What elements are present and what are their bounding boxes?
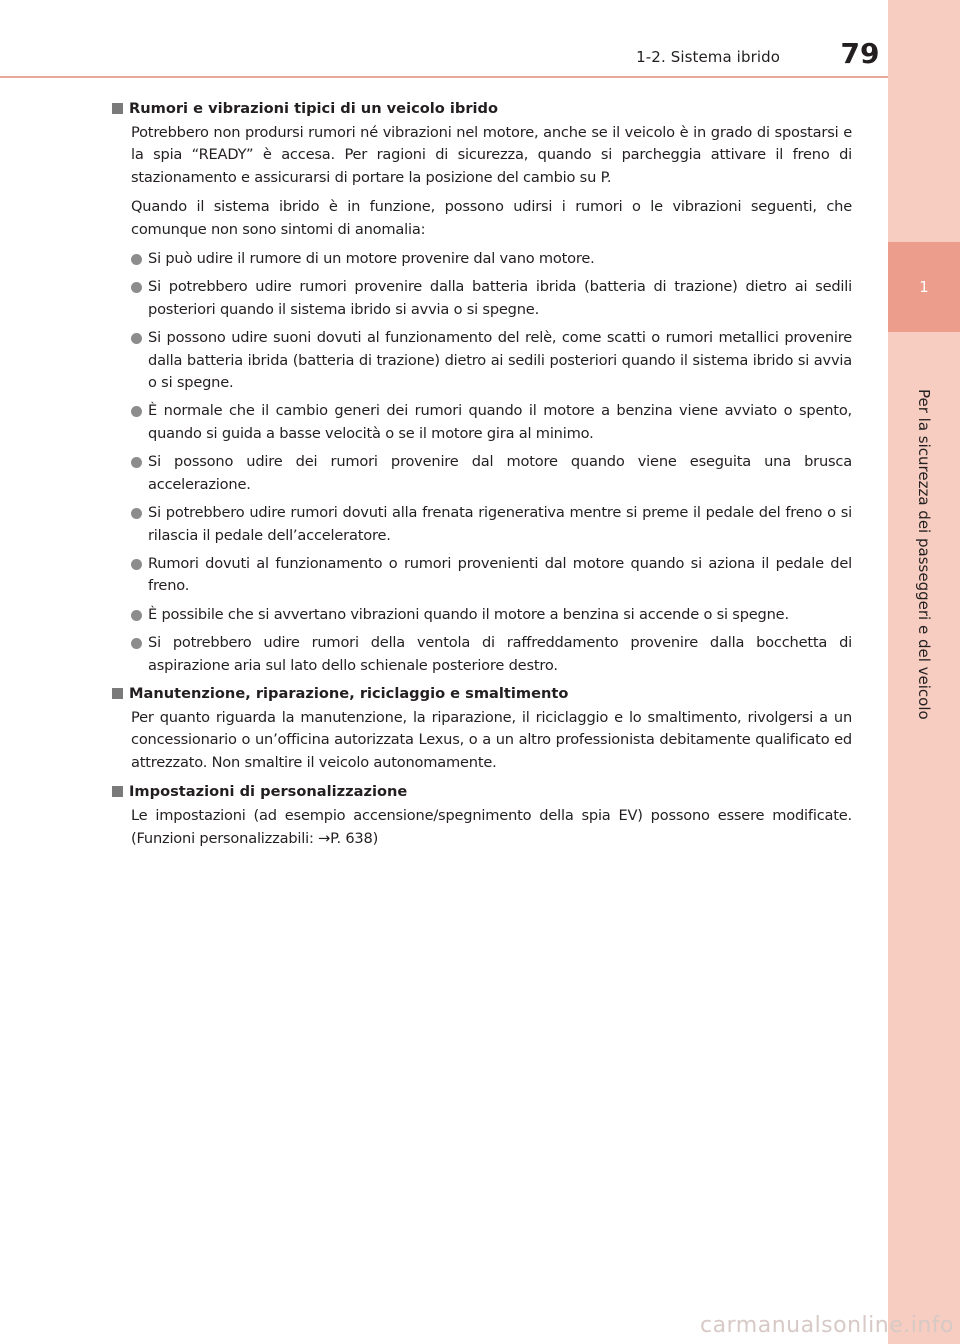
page-number: 79 xyxy=(840,37,880,70)
header-rule xyxy=(0,76,888,78)
paragraph: Le impostazioni (ad esempio accensione/spegnimento della spia EV) possono essere modificate. (Funzioni personalizzabili: →P. 638) xyxy=(131,807,852,847)
section-heading-text: Manutenzione, riparazione, riciclaggio e smaltimento xyxy=(129,684,569,702)
square-bullet-icon xyxy=(112,103,123,114)
section-heading xyxy=(112,781,852,802)
list-item xyxy=(131,604,852,626)
list-item xyxy=(131,400,852,445)
list-item xyxy=(131,502,852,547)
list-item-text: È possibile che si avvertano vibrazioni quando il motore a benzina si accende o si spegne. xyxy=(148,605,789,623)
section-heading-text: Impostazioni di personalizzazione xyxy=(129,783,408,801)
square-bullet-icon xyxy=(112,688,123,699)
paragraph: Quando il sistema ibrido è in funzione, possono udirsi i rumori o le vibrazioni seguenti, che comunque non sono sintomi di anomalia: xyxy=(131,198,852,238)
bullet-list xyxy=(131,248,852,677)
square-bullet-icon xyxy=(112,786,123,797)
circle-bullet-icon xyxy=(131,559,142,570)
section-heading-text: Rumori e vibrazioni tipici di un veicolo ibrido xyxy=(129,100,498,117)
circle-bullet-icon xyxy=(131,333,142,344)
list-item-text: Si potrebbero udire rumori dovuti alla frenata rigenerativa mentre si preme il pedale del freno o si rilascia il pedale dell’acceleratore. xyxy=(148,504,852,544)
list-item xyxy=(131,451,852,496)
list-item-text: Si potrebbero udire rumori della ventola di raffreddamento provenire dalla bocchetta di aspirazione aria sul lato dello schienale posteriore destro. xyxy=(148,634,852,674)
circle-bullet-icon xyxy=(131,508,142,519)
list-item xyxy=(131,276,852,321)
list-item-text: Si può udire il rumore di un motore provenire dal vano motore. xyxy=(148,250,595,268)
list-item-text: È normale che il cambio generi dei rumori quando il motore a benzina viene avviato o spento, quando si guida a basse velocità o se il motore gira al minimo. xyxy=(148,402,852,442)
chapter-number: 1 xyxy=(919,278,929,296)
circle-bullet-icon xyxy=(131,282,142,293)
paragraph: Per quanto riguarda la manutenzione, la riparazione, il riciclaggio e lo smaltimento, rivolgersi a un concessionario o un’officina autorizzata Lexus, o a un altro professionista debitamente qualificato ed attrezzato. Non smaltire il veicolo autonomamente. xyxy=(131,708,852,771)
list-item xyxy=(131,553,852,598)
section-title: 1-2. Sistema ibrido xyxy=(636,48,780,66)
paragraph: Potrebbero non prodursi rumori né vibrazioni nel motore, anche se il veicolo è in grado di spostarsi e la spia “READY” è accesa. Per ragioni di sicurezza, quando si parcheggia attivare il freno di stazionamento e assicurarsi di portare la posizione del cambio su P. xyxy=(131,124,852,186)
circle-bullet-icon xyxy=(131,610,142,621)
chapter-tab[interactable] xyxy=(888,242,960,332)
list-item-text: Si possono udire dei rumori provenire dal motore quando viene eseguita una brusca accelerazione. xyxy=(148,453,852,493)
list-item-text: Si possono udire suoni dovuti al funzionamento del relè, come scatti o rumori metallici provenire dalla batteria ibrida (batteria di trazione) dietro ai sedili posteriori quando il sistema ibrido si avvia o si spegne. xyxy=(148,329,852,392)
section-heading xyxy=(112,98,852,119)
list-item xyxy=(131,248,852,270)
section-heading xyxy=(112,683,852,704)
page-content xyxy=(112,93,852,857)
circle-bullet-icon xyxy=(131,406,142,417)
circle-bullet-icon xyxy=(131,254,142,265)
watermark: carmanualsonline.info xyxy=(700,1313,954,1338)
circle-bullet-icon xyxy=(131,457,142,468)
list-item xyxy=(131,327,852,394)
list-item-text: Rumori dovuti al funzionamento o rumori provenienti dal motore quando si aziona il pedale del freno. xyxy=(148,554,852,595)
circle-bullet-icon xyxy=(131,638,142,649)
list-item-text: Si potrebbero udire rumori provenire dalla batteria ibrida (batteria di trazione) dietro ai sedili posteriori quando il sistema ibrido si avvia o si spegne. xyxy=(148,278,852,318)
list-item xyxy=(131,632,852,677)
chapter-title: Per la sicurezza dei passeggeri e del veicolo xyxy=(915,389,933,720)
